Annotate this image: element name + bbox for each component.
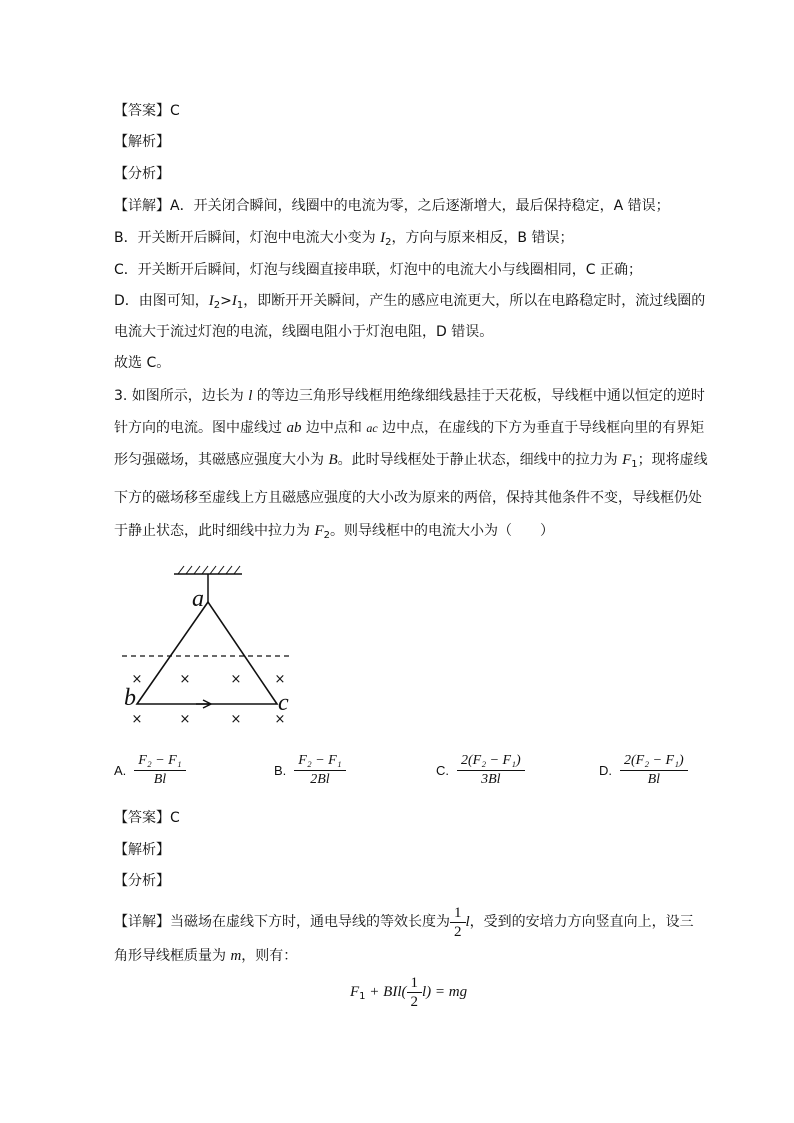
option-a[interactable] [114,752,186,789]
field-cross: × [230,712,242,727]
detail-b-post: ，方向与原来相反，B 错误； [391,230,574,246]
fenxi-heading-q2: 【分析】 [114,166,170,182]
q3-l3-pre: 形匀强磁场，其磁感应强度大小为 [114,452,329,468]
q3-l5-post: 。则导线框中的电流大小为（ ） [330,523,554,539]
q3-l1-post: 的等边三角形导线框用绝缘细线悬挂于天花板，导线框中通以恒定的逆时 [252,388,705,404]
detail-d-pre: D．由图可知， [114,293,209,309]
q3-stem-line4: 下方的磁场移至虚线上方且磁感应强度的大小改为原来的两倍，保持其他条件不变，导线框仍处 [114,490,702,506]
q3-l3-mid: 。此时导线框处于静止状态，细线中的拉力为 [337,452,623,468]
detail-b [114,228,574,253]
q3-detail2-m: m [230,948,242,964]
q3-l3-post: ；现将虚线 [637,452,708,468]
option-a-fraction [134,752,185,789]
option-b[interactable] [274,752,346,789]
detail-d-gt: > [220,293,232,309]
field-cross: × [131,672,143,687]
detail-d-post: ，即断开开关瞬间，产生的感应电流更大，所以在电路稳定时，流过线圈的 [243,293,706,309]
q3-detail2-pre: 角形导线框质量为 [114,948,231,964]
half-fraction [450,904,466,941]
triangle-frame-figure [110,560,310,730]
eq-fraction [407,974,423,1011]
q3-l1-pre: 3. 如图所示，边长为 [114,388,249,404]
ceiling-hatch [178,566,240,574]
q3-l5-f-sub: 2 [323,530,330,541]
vertex-label-a: a [192,586,204,612]
option-c-fraction [457,752,525,789]
option-c-num: 2(F₂ − F₁) [457,752,525,771]
q3-detail-line1 [114,902,694,942]
analysis-heading-q3: 【解析】 [114,842,170,858]
eq-num: 1 [407,974,423,993]
option-d-fraction [620,752,688,789]
fenxi-heading-q3: 【分析】 [114,873,170,889]
option-c-label: C. [436,763,449,778]
option-d-den: Bl [647,772,661,787]
vertex-label-c: c [278,690,289,716]
option-d-num: 2(F₂ − F₁) [620,752,688,771]
field-cross: × [179,672,191,687]
q3-l1-var: l [248,388,253,404]
half-num: 1 [450,904,466,923]
option-a-num: F₂ − F₁ [134,752,185,771]
option-c[interactable] [436,752,525,789]
detail-d [114,291,705,316]
eq-tail: l) = mg [422,984,468,1000]
option-d[interactable] [599,752,688,789]
analysis-heading-q2: 【解析】 [114,134,170,150]
field-cross: × [179,712,191,727]
field-cross: × [131,712,143,727]
field-cross: × [274,712,286,727]
q3-detail1-post: ，受到的安培力方向竖直向上，设三 [469,914,694,930]
option-b-den: 2Bl [310,772,330,787]
eq-lhs: F [350,984,360,1000]
detail-d-i1-sub: 1 [236,300,244,311]
option-a-label: A. [114,763,127,778]
detail-d-i2: I [208,293,214,309]
q3-stem-line2 [114,418,704,438]
detail-c: C．开关断开后瞬间，灯泡与线圈直接串联，灯泡中的电流大小与线圈相同，C 正确； [114,262,642,278]
eq-mid: + BIl( [365,984,407,1000]
q3-l3-f-sub: 1 [631,459,638,470]
detail-b-sub: 2 [385,237,392,248]
q3-detail2-post: ，则有： [241,948,298,964]
current-arrow-icon [196,700,211,708]
q3-stem-line1 [114,386,705,406]
detail-d-cont: 电流大于流过灯泡的电流，线圈电阻小于灯泡电阻，D 错误。 [114,324,494,340]
q3-l2-pre: 针方向的电流。图中虚线过 [114,420,287,436]
half-den: 2 [454,923,462,940]
field-cross: × [230,672,242,687]
q3-l2-ac: ac [366,421,378,435]
half-var: l [465,914,470,930]
q3-l5-pre: 于静止状态，此时细线中拉力为 [114,523,315,539]
option-b-num: F₂ − F₁ [294,752,345,771]
q3-stem-line5 [114,521,554,546]
field-cross: × [274,672,286,687]
detail-d-i2-sub: 2 [213,300,221,311]
vertex-label-b: b [124,685,136,711]
detail-d-i1: I [231,293,237,309]
q3-stem-line3 [114,450,708,475]
choice-line-q2: 故选 C。 [114,355,171,371]
answer-line-q2: 【答案】C [114,103,180,119]
option-b-label: B. [274,763,287,778]
q3-detail-line2 [114,946,297,966]
detail-b-var: I [380,230,386,246]
q3-l3-b: B [328,452,338,468]
q3-l5-f: F [314,523,324,539]
eq-sub: 1 [359,991,366,1002]
answer-line-q3: 【答案】C [114,810,180,826]
q3-l3-f: F [622,452,632,468]
detail-a: 【详解】A．开关闭合瞬间，线圈中的电流为零，之后逐渐增大，最后保持稳定，A 错误； [114,198,670,214]
equation-line [350,972,467,1017]
q3-l2-ab: ab [286,420,302,436]
q3-l2-post: 边中点，在虚线的下方为垂直于导线框向里的有界矩 [377,420,705,436]
detail-b-pre: B．开关断开后瞬间，灯泡中电流大小变为 [114,230,381,246]
triangle-wire-frame [137,602,277,704]
eq-den: 2 [410,993,418,1010]
option-d-label: D. [599,763,612,778]
option-a-den: Bl [153,772,167,787]
q3-l2-mid: 边中点和 [301,420,367,436]
option-b-fraction [294,752,345,789]
option-c-den: 3Bl [481,772,501,787]
q3-detail1-pre: 【详解】当磁场在虚线下方时，通电导线的等效长度为 [114,914,450,930]
